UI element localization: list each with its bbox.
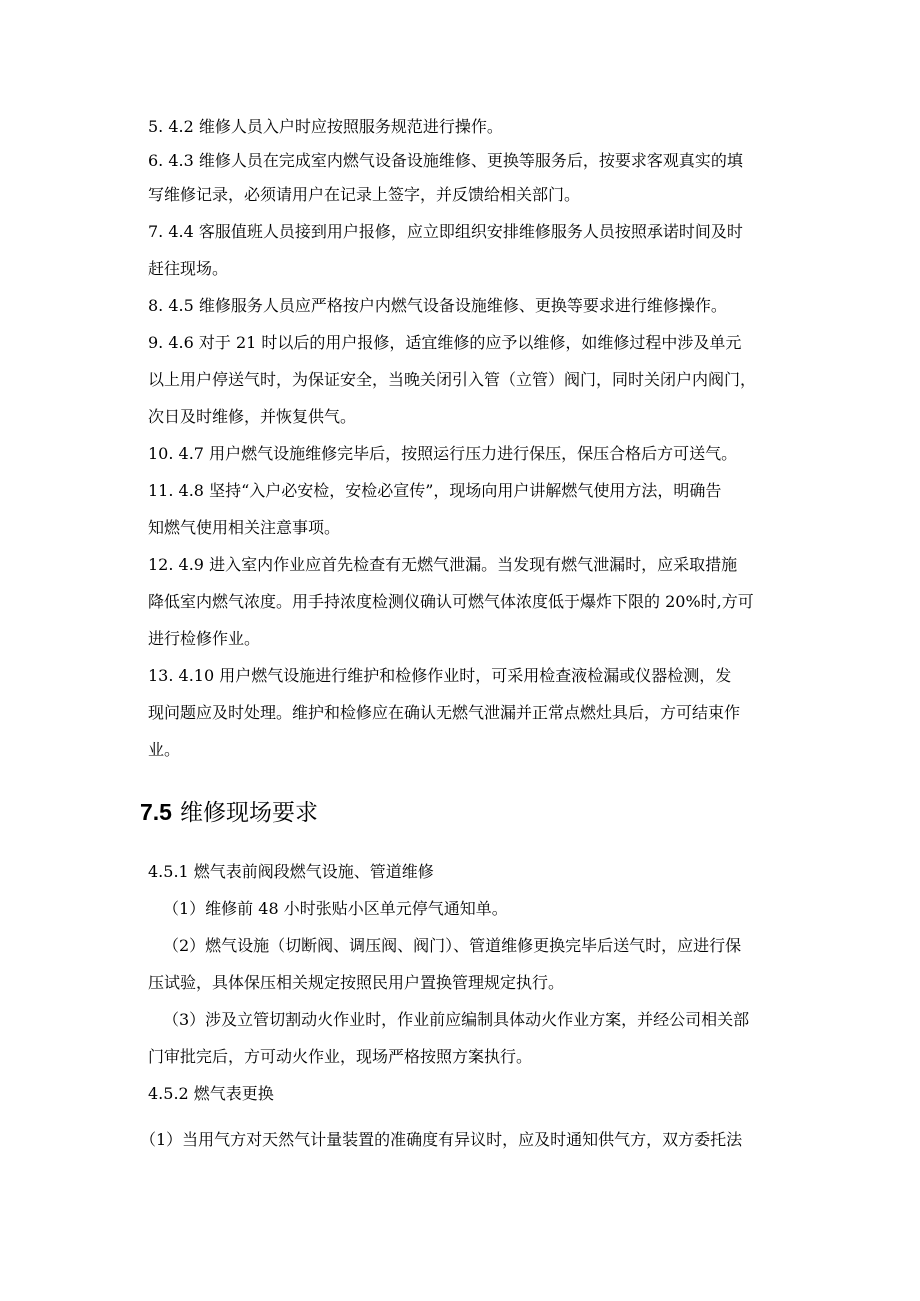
paragraph-line: 知燃气使用相关注意事项。: [148, 518, 341, 537]
paragraph-line: 赶往现场。: [148, 259, 229, 278]
paragraph-line: 进行检修作业。: [148, 629, 261, 648]
paragraph-line: 门审批完后，方可动火作业，现场严格按照方案执行。: [148, 1047, 533, 1066]
section-heading: [140, 795, 800, 829]
paragraph-line: 11. 4.8 坚持“入户必安检，安检必宣传”，现场向用户讲解燃气使用方法，明确告: [148, 481, 722, 500]
paragraph-line: 业。: [148, 740, 181, 759]
paragraph-line: 现问题应及时处理。维护和检修应在确认无燃气泄漏并正常点燃灶具后，方可结束作: [148, 703, 741, 722]
paragraph-line: 写维修记录，必须请用户在记录上签字，并反馈给相关部门。: [148, 185, 581, 204]
paragraph-line: 13. 4.10 用户燃气设施进行维护和检修作业时，可采用检查液检漏或仪器检测，发: [148, 666, 732, 685]
paragraph-line: 5. 4.2 维修人员入户时应按照服务规范进行操作。: [148, 117, 503, 136]
paragraph-line: 10. 4.7 用户燃气设施维修完毕后，按照运行压力进行保压，保压合格后方可送气。: [148, 444, 738, 463]
paragraph-line: 降低室内燃气浓度。用手持浓度检测仪确认可燃气体浓度低于爆炸下限的 20%时,方可: [148, 592, 754, 611]
paragraph-line: 次日及时维修，并恢复供气。: [148, 407, 357, 426]
subsection-heading: 4.5.2 燃气表更换: [148, 1084, 274, 1103]
paragraph-line: 6. 4.3 维修人员在完成室内燃气设备设施维修、更换等服务后，按要求客观真实的填: [148, 151, 743, 170]
paragraph-line: 以上用户停送气时，为保证安全，当晚关闭引入管（立管）阀门，同时关闭户内阀门，: [148, 370, 757, 389]
paragraph-line: 7. 4.4 客服值班人员接到用户报修，应立即组织安排维修服务人员按照承诺时间及时: [148, 222, 743, 241]
section-title: 维修现场要求: [179, 800, 318, 826]
section-number: 7.5: [140, 799, 172, 825]
list-item: （1）维修前 48 小时张贴小区单元停气通知单。: [163, 899, 508, 918]
list-item: （2）燃气设施（切断阀、调压阀、阀门）、管道维修更换完毕后送气时，应进行保: [163, 936, 742, 955]
paragraph-line: 压试验，具体保压相关规定按照民用户置换管理规定执行。: [148, 973, 565, 992]
list-item: （3）涉及立管切割动火作业时，作业前应编制具体动火作业方案，并经公司相关部: [163, 1010, 750, 1029]
paragraph-line: 8. 4.5 维修服务人员应严格按户内燃气设备设施维修、更换等要求进行维修操作。: [148, 296, 727, 315]
paragraph-line: 12. 4.9 进入室内作业应首先检查有无燃气泄漏。当发现有燃气泄漏时，应采取措施: [148, 555, 738, 574]
subsection-heading: 4.5.1 燃气表前阀段燃气设施、管道维修: [148, 862, 434, 881]
list-item: （1）当用气方对天然气计量装置的准确度有异议时，应及时通知供气方，双方委托法: [140, 1130, 743, 1149]
paragraph-line: 9. 4.6 对于 21 时以后的用户报修，适宜维修的应予以维修，如维修过程中涉及单元: [148, 333, 742, 352]
